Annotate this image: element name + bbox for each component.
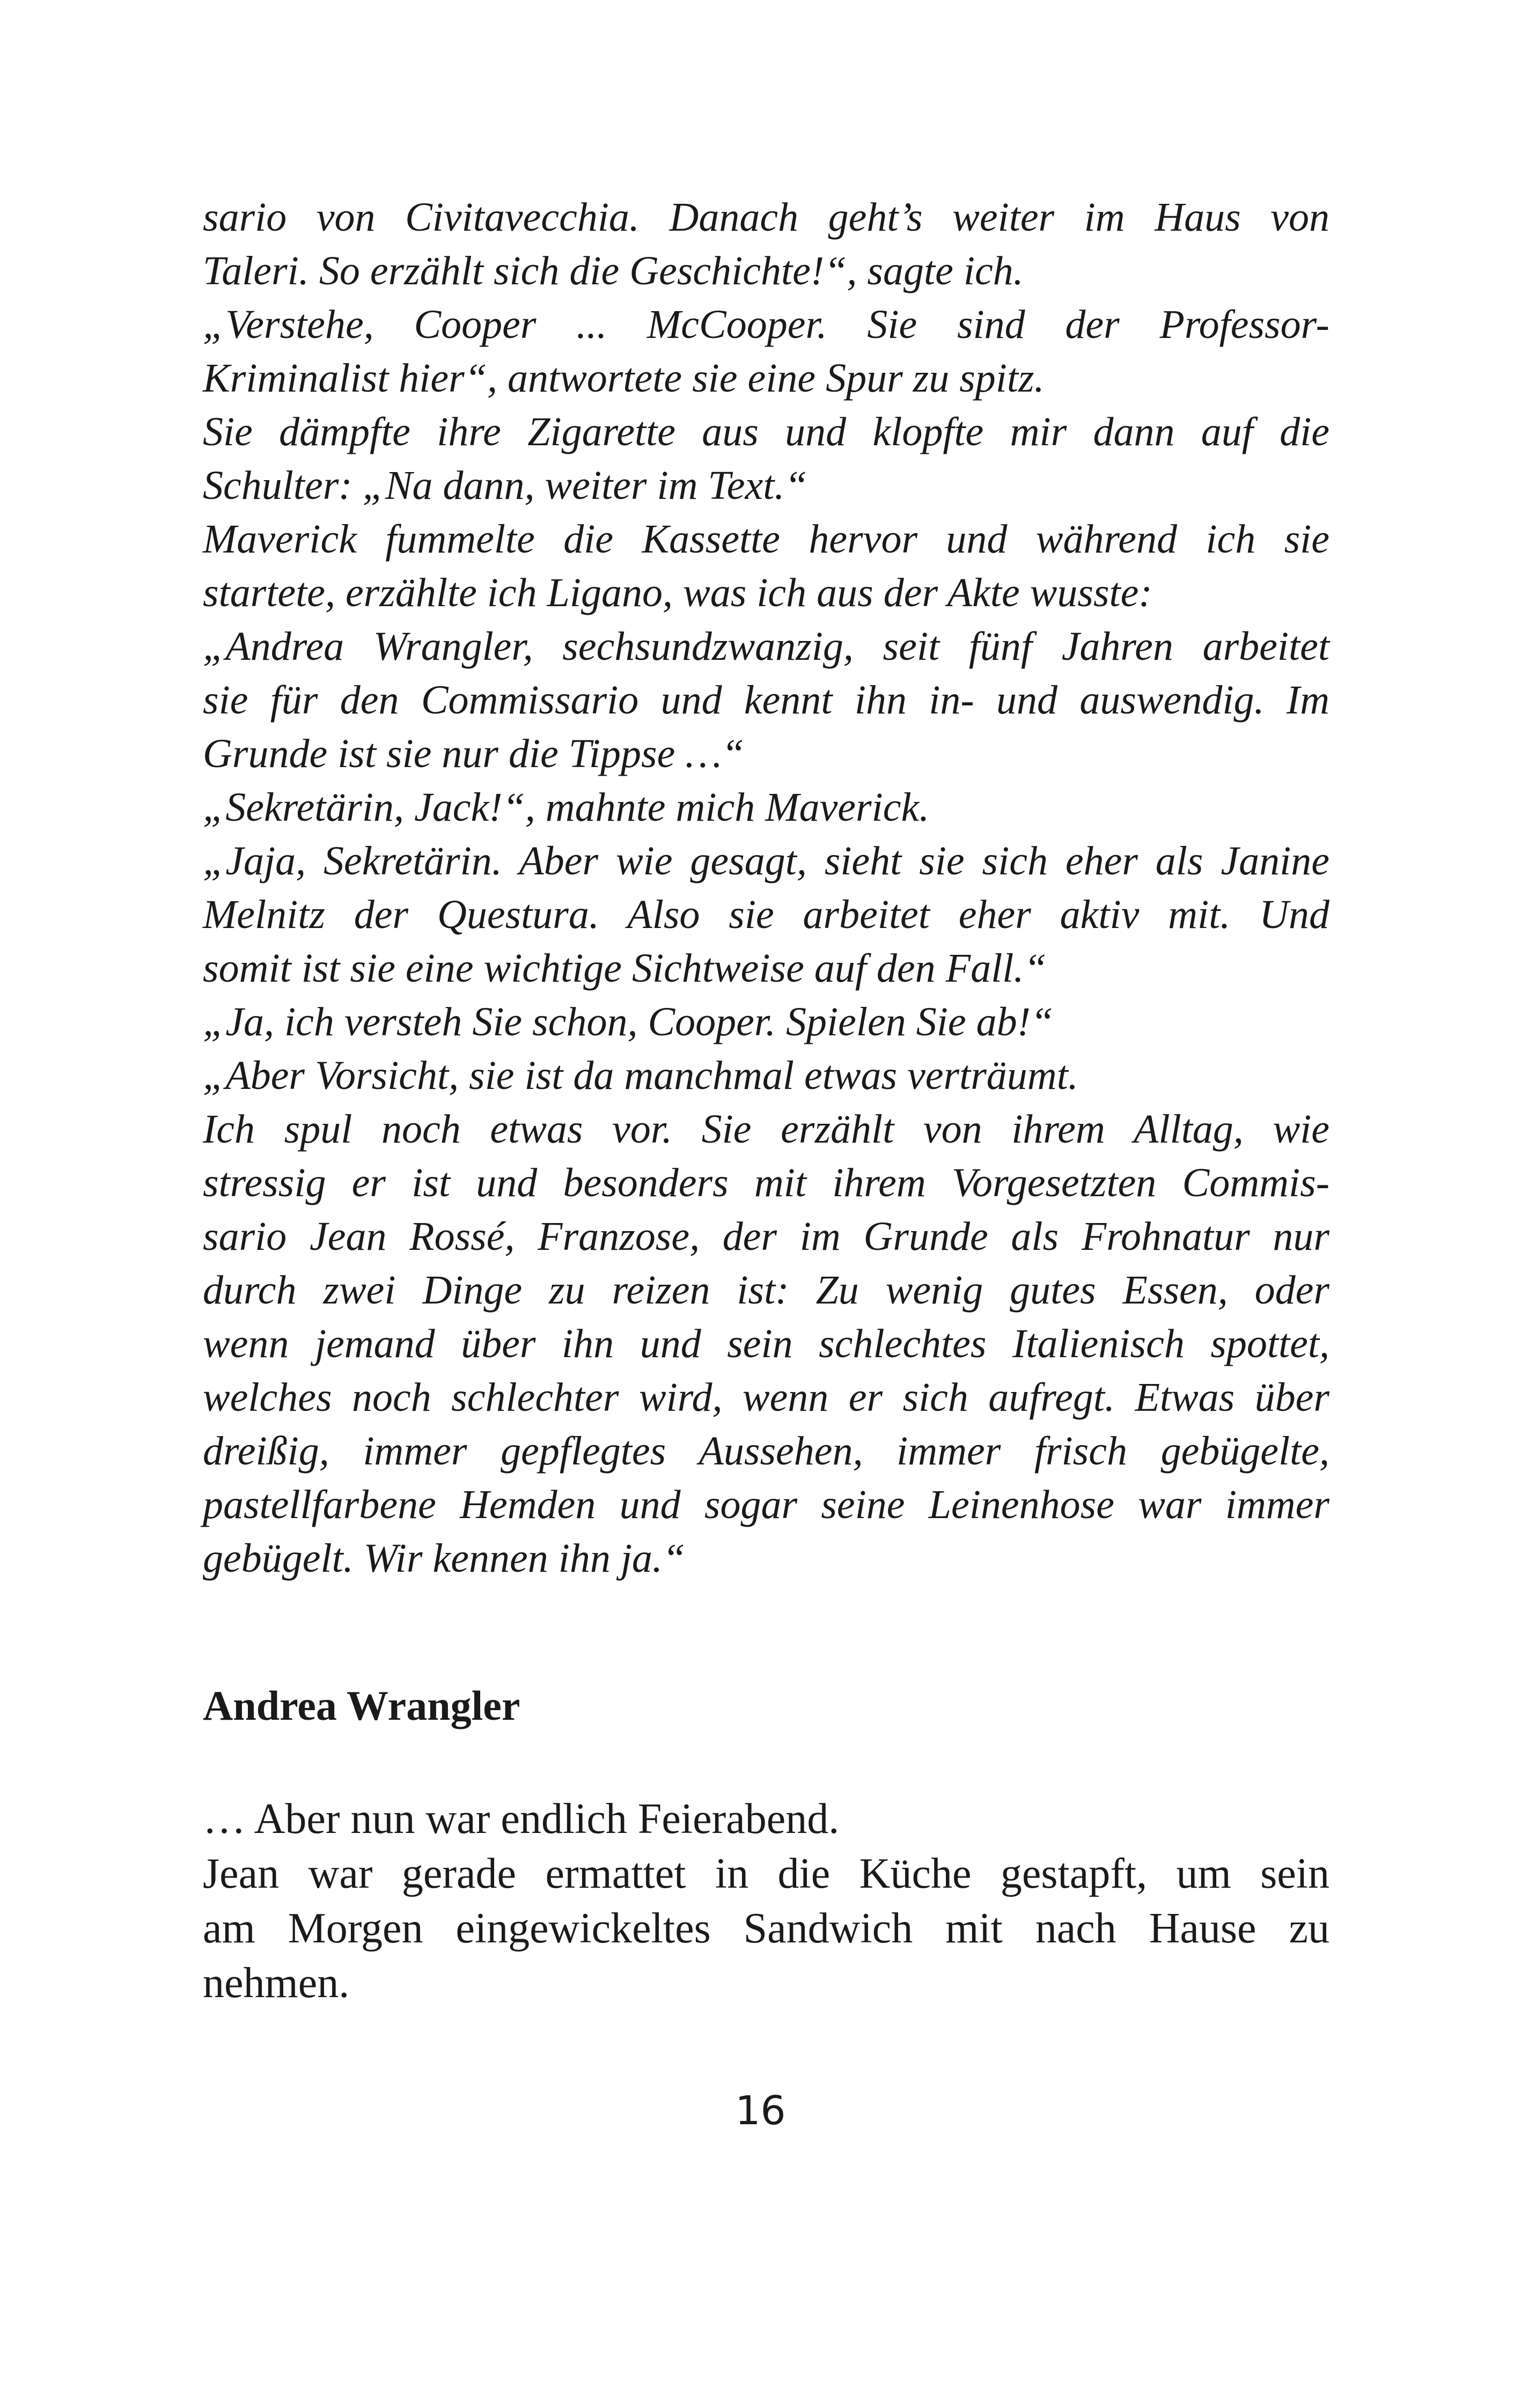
text-line: sie für den Commissario und kennt ihn in- und auswendig. Im [203, 678, 1329, 723]
text-line: nehmen. [203, 1960, 350, 2007]
text-line: am Morgen eingewickeltes Sandwich mit nach Hause zu [203, 1905, 1329, 1952]
text-line: „Ja, ich versteh Sie schon, Cooper. Spielen Sie ab!“ [203, 999, 1054, 1044]
italic-passage [203, 190, 1329, 1585]
text-line: … Aber nun war endlich Feierabend. [203, 1795, 840, 1843]
text-line: pastellfarbene Hemden und sogar seine Leinenhose war immer [203, 1482, 1329, 1527]
text-line: Maverick fummelte die Kassette hervor und während ich sie [203, 517, 1329, 562]
text-line: „Verstehe, Cooper ... McCooper. Sie sind der Professor- [203, 302, 1329, 347]
text-line: Jean war gerade ermattet in die Küche gestapft, um sein [203, 1850, 1329, 1897]
text-line: Sie dämpfte ihre Zigarette aus und klopfte mir dann auf die [203, 409, 1329, 454]
text-line: „Andrea Wrangler, sechsundzwanzig, seit fünf Jahren arbeitet [203, 624, 1329, 669]
text-line: sario Jean Rossé, Franzose, der im Grunde als Frohnatur nur [203, 1214, 1329, 1259]
text-line: „Sekretärin, Jack!“, mahnte mich Maverick. [203, 785, 930, 830]
text-line: sario von Civitavecchia. Danach geht’s weiter im Haus von [203, 195, 1329, 240]
text-line: stressig er ist und besonders mit ihrem Vorgesetzten Commis- [203, 1160, 1329, 1205]
text-line: gebügelt. Wir kennen ihn ja.“ [203, 1536, 686, 1581]
text-line: welches noch schlechter wird, wenn er sich aufregt. Etwas über [203, 1375, 1329, 1420]
text-line: dreißig, immer gepflegtes Aussehen, immer frisch gebügelte, [203, 1428, 1329, 1474]
text-line: Schulter: „Na dann, weiter im Text.“ [203, 463, 807, 508]
text-line: startete, erzählte ich Ligano, was ich aus der Akte wusste: [203, 570, 1152, 615]
text-line: Melnitz der Questura. Also sie arbeitet eher aktiv mit. Und [203, 892, 1329, 937]
text-line: „Aber Vorsicht, sie ist da manchmal etwas verträumt. [203, 1053, 1078, 1098]
page-number: 16 [735, 2088, 786, 2134]
roman-passage [203, 1792, 1329, 2011]
text-line: wenn jemand über ihn und sein schlechtes Italienisch spottet, [203, 1321, 1329, 1366]
text-line: somit ist sie eine wichtige Sichtweise auf den Fall.“ [203, 946, 1047, 991]
text-line: durch zwei Dinge zu reizen ist: Zu wenig gutes Essen, oder [203, 1268, 1329, 1313]
text-line: Grunde ist sie nur die Tippse …“ [203, 731, 745, 776]
text-line: Taleri. So erzählt sich die Geschichte!“, sagte ich. [203, 248, 1024, 293]
text-line: „Jaja, Sekretärin. Aber wie gesagt, sieht sie sich eher als Janine [203, 838, 1329, 883]
text-line: Kriminalist hier“, antwortete sie eine Spur zu spitz. [203, 356, 1045, 401]
text-line: Ich spul noch etwas vor. Sie erzählt von ihrem Alltag, wie [203, 1107, 1329, 1152]
section-heading: Andrea Wrangler [203, 1682, 520, 1729]
